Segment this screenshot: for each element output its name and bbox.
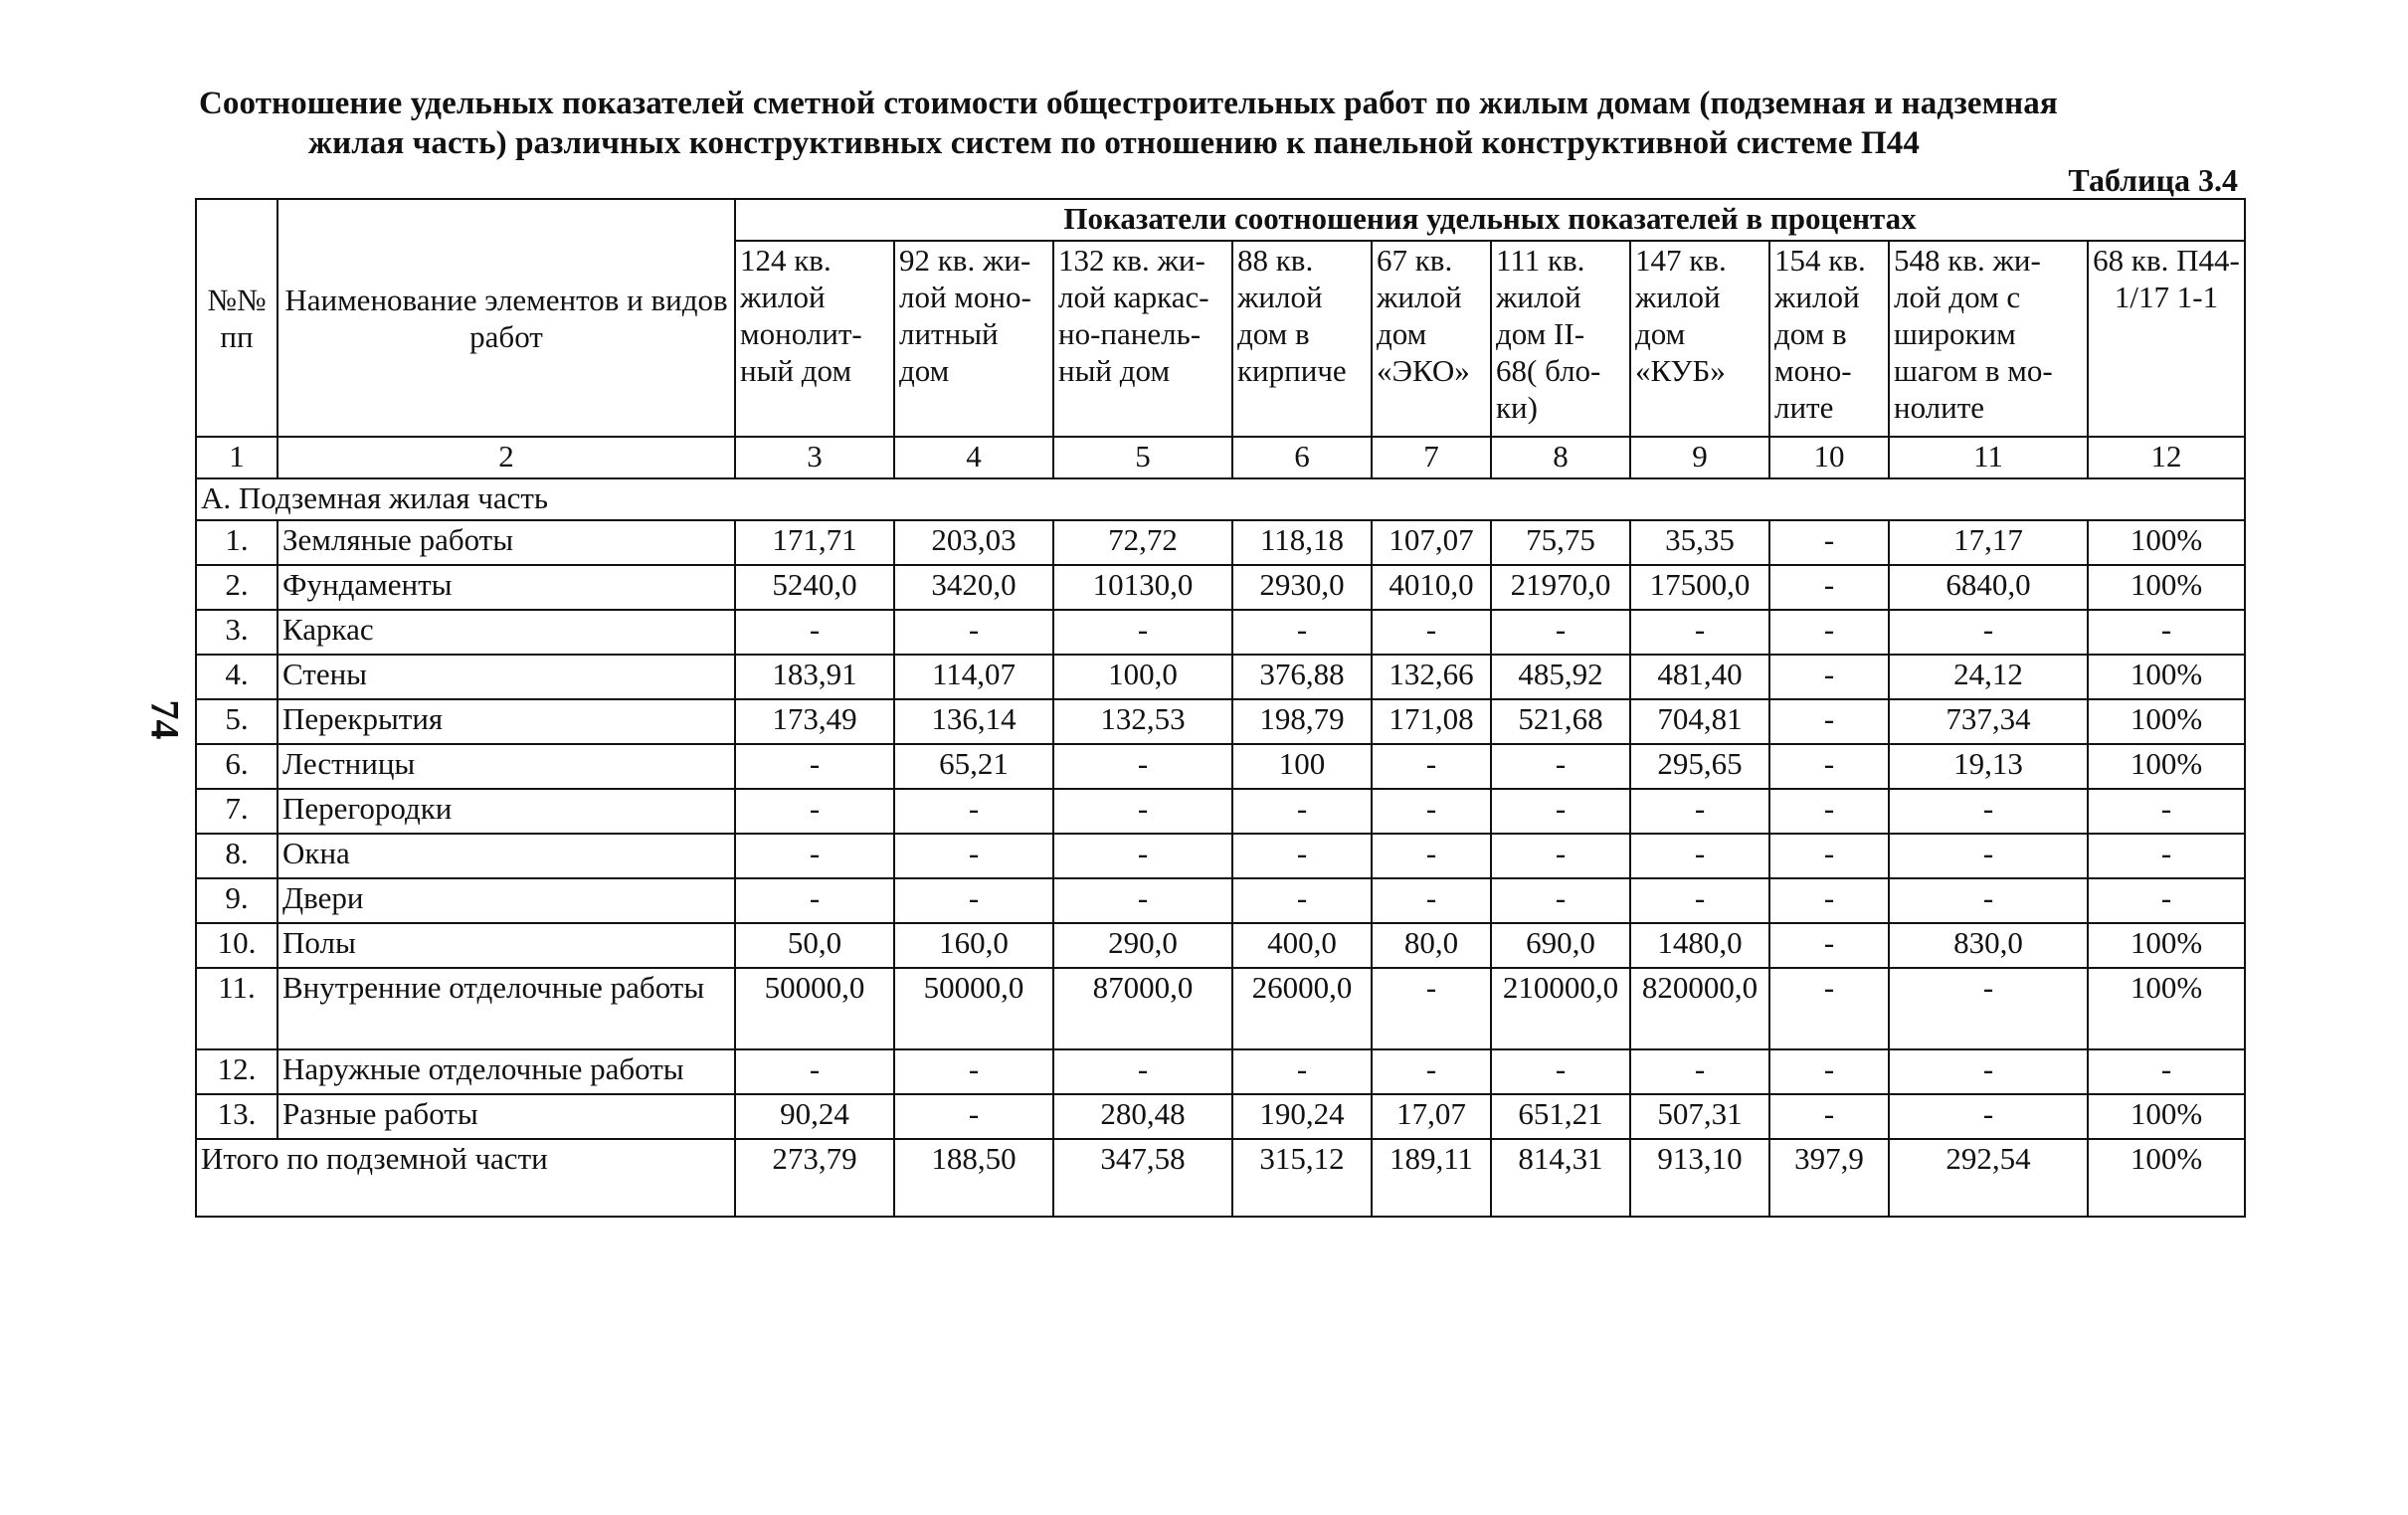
row-value: - [1630, 1049, 1769, 1094]
section-title: А. Подземная жилая часть [196, 478, 2245, 520]
row-value: 295,65 [1630, 744, 1769, 789]
row-value: 6840,0 [1889, 565, 2088, 610]
column-number-row [196, 437, 2245, 478]
table-label: Таблица 3.4 [2068, 162, 2238, 198]
total-value: 292,54 [1889, 1139, 2088, 1217]
row-value: 17,07 [1372, 1094, 1491, 1139]
total-value: 315,12 [1232, 1139, 1372, 1217]
row-value: - [1372, 834, 1491, 878]
table-row [196, 923, 2245, 968]
header-column: 67 кв. жилой дом «ЭКО» [1372, 241, 1491, 437]
row-value: 136,14 [894, 699, 1053, 744]
table-row [196, 968, 2245, 1049]
total-row [196, 1139, 2245, 1217]
row-value: 198,79 [1232, 699, 1372, 744]
row-name: Окна [278, 834, 735, 878]
caption-line-2: жилая часть) различных конструктивных систем по отношению к панельной конструктивной системе П44 [308, 125, 1920, 161]
column-number: 9 [1630, 437, 1769, 478]
header-column: 154 кв. жилой дом в моно-лите [1769, 241, 1889, 437]
row-value: 19,13 [1889, 744, 2088, 789]
row-value: - [1053, 610, 1232, 655]
row-value: 3420,0 [894, 565, 1053, 610]
table-row [196, 1049, 2245, 1094]
row-value: - [1630, 610, 1769, 655]
row-value: - [735, 834, 894, 878]
row-value: - [1232, 1049, 1372, 1094]
row-value: 114,07 [894, 655, 1053, 699]
header-column: 88 кв. жилой дом в кирпиче [1232, 241, 1372, 437]
row-value: - [1372, 968, 1491, 1049]
row-value: - [1491, 834, 1630, 878]
table-row [196, 610, 2245, 655]
row-value: 704,81 [1630, 699, 1769, 744]
caption-line-1: Соотношение удельных показателей сметной стоимости общестроительных работ по жилым домам (подземная и надземная [199, 86, 2058, 121]
row-value: 100% [2088, 565, 2245, 610]
row-value: 4010,0 [1372, 565, 1491, 610]
row-value: - [1491, 610, 1630, 655]
cost-ratio-table [195, 198, 2246, 1218]
row-value: 100,0 [1053, 655, 1232, 699]
row-value: - [1889, 968, 2088, 1049]
row-value: - [1372, 610, 1491, 655]
row-value: 100% [2088, 968, 2245, 1049]
row-name: Лестницы [278, 744, 735, 789]
row-value: 2930,0 [1232, 565, 1372, 610]
row-value: - [1232, 789, 1372, 834]
column-number: 3 [735, 437, 894, 478]
row-value: - [894, 789, 1053, 834]
row-value: - [2088, 610, 2245, 655]
row-value: - [1630, 878, 1769, 923]
table-row [196, 565, 2245, 610]
header-column: 92 кв. жи-лой моно-литный дом [894, 241, 1053, 437]
row-value: 485,92 [1491, 655, 1630, 699]
row-value: 75,75 [1491, 520, 1630, 565]
row-value: - [735, 878, 894, 923]
row-value: - [1769, 565, 1889, 610]
row-value: 651,21 [1491, 1094, 1630, 1139]
row-value: - [1372, 789, 1491, 834]
row-name: Наружные отделочные работы [278, 1049, 735, 1094]
table-row [196, 520, 2245, 565]
header-column: 124 кв. жилой монолит-ный дом [735, 241, 894, 437]
row-value: - [1491, 1049, 1630, 1094]
column-number: 11 [1889, 437, 2088, 478]
row-value: - [894, 834, 1053, 878]
row-value: - [735, 610, 894, 655]
row-value: - [1491, 789, 1630, 834]
row-value: - [1372, 1049, 1491, 1094]
table-row [196, 1094, 2245, 1139]
row-number: 1. [196, 520, 278, 565]
row-value: 5240,0 [735, 565, 894, 610]
header-column: 147 кв. жилой дом «КУБ» [1630, 241, 1769, 437]
row-value: 100% [2088, 520, 2245, 565]
row-value: - [1053, 834, 1232, 878]
header-column: 111 кв. жилой дом II-68( бло-ки) [1491, 241, 1630, 437]
row-value: 10130,0 [1053, 565, 1232, 610]
row-value: - [894, 878, 1053, 923]
row-value: - [1889, 610, 2088, 655]
row-value: 171,08 [1372, 699, 1491, 744]
row-value: 21970,0 [1491, 565, 1630, 610]
column-number: 8 [1491, 437, 1630, 478]
row-value: - [1232, 610, 1372, 655]
row-value: 50,0 [735, 923, 894, 968]
row-value: 737,34 [1889, 699, 2088, 744]
row-value: - [1491, 744, 1630, 789]
row-value: 280,48 [1053, 1094, 1232, 1139]
row-value: - [1769, 789, 1889, 834]
column-number: 10 [1769, 437, 1889, 478]
row-value: 107,07 [1372, 520, 1491, 565]
row-value: - [735, 1049, 894, 1094]
row-value: 820000,0 [1630, 968, 1769, 1049]
row-value: - [1769, 923, 1889, 968]
section-row [196, 478, 2245, 520]
row-name: Полы [278, 923, 735, 968]
row-value: - [2088, 834, 2245, 878]
row-value: - [1053, 878, 1232, 923]
row-value: 17500,0 [1630, 565, 1769, 610]
row-name: Земляные работы [278, 520, 735, 565]
row-value: 100% [2088, 923, 2245, 968]
row-number: 2. [196, 565, 278, 610]
row-value: 100 [1232, 744, 1372, 789]
row-value: - [1372, 744, 1491, 789]
row-value: 90,24 [735, 1094, 894, 1139]
row-name: Стены [278, 655, 735, 699]
row-value: - [1769, 968, 1889, 1049]
row-value: - [1769, 744, 1889, 789]
row-value: 171,71 [735, 520, 894, 565]
row-value: 173,49 [735, 699, 894, 744]
row-value: - [735, 789, 894, 834]
column-number: 6 [1232, 437, 1372, 478]
row-value: 35,35 [1630, 520, 1769, 565]
row-number: 8. [196, 834, 278, 878]
row-value: - [894, 1094, 1053, 1139]
row-value: - [1769, 1094, 1889, 1139]
row-value: - [1769, 834, 1889, 878]
table-row [196, 655, 2245, 699]
row-number: 11. [196, 968, 278, 1049]
row-number: 5. [196, 699, 278, 744]
row-value: 100% [2088, 1094, 2245, 1139]
header-row-group [196, 199, 2245, 241]
row-value: 160,0 [894, 923, 1053, 968]
table-row [196, 878, 2245, 923]
total-value: 189,11 [1372, 1139, 1491, 1217]
row-value: - [1769, 520, 1889, 565]
total-value: 100% [2088, 1139, 2245, 1217]
table-row [196, 834, 2245, 878]
row-value: 87000,0 [1053, 968, 1232, 1049]
row-value: 830,0 [1889, 923, 2088, 968]
row-value: 72,72 [1053, 520, 1232, 565]
row-value: - [1889, 789, 2088, 834]
header-group: Показатели соотношения удельных показателей в процентах [735, 199, 2245, 241]
row-value: 132,66 [1372, 655, 1491, 699]
row-name: Каркас [278, 610, 735, 655]
column-number: 5 [1053, 437, 1232, 478]
row-value: - [1053, 789, 1232, 834]
row-value: - [1372, 878, 1491, 923]
total-value: 188,50 [894, 1139, 1053, 1217]
row-value: 50000,0 [735, 968, 894, 1049]
row-value: 190,24 [1232, 1094, 1372, 1139]
row-value: 26000,0 [1232, 968, 1372, 1049]
total-value: 814,31 [1491, 1139, 1630, 1217]
row-value: 80,0 [1372, 923, 1491, 968]
row-value: 203,03 [894, 520, 1053, 565]
table-row [196, 744, 2245, 789]
page-number: 74 [142, 699, 188, 740]
total-value: 913,10 [1630, 1139, 1769, 1217]
row-value: - [1769, 878, 1889, 923]
row-value: - [1053, 1049, 1232, 1094]
row-number: 12. [196, 1049, 278, 1094]
row-name: Внутренние отделочные работы [278, 968, 735, 1049]
row-name: Разные работы [278, 1094, 735, 1139]
row-name: Перекрытия [278, 699, 735, 744]
row-value: 1480,0 [1630, 923, 1769, 968]
row-value: 481,40 [1630, 655, 1769, 699]
row-value: - [1889, 878, 2088, 923]
row-name: Двери [278, 878, 735, 923]
row-value: - [2088, 878, 2245, 923]
row-number: 10. [196, 923, 278, 968]
row-value: - [1769, 1049, 1889, 1094]
row-value: - [1630, 789, 1769, 834]
row-value: 100% [2088, 699, 2245, 744]
row-value: - [1889, 1094, 2088, 1139]
row-number: 4. [196, 655, 278, 699]
header-column: 68 кв. П44-1/17 1-1 [2088, 241, 2245, 437]
row-value: 183,91 [735, 655, 894, 699]
row-value: - [1491, 878, 1630, 923]
total-value: 273,79 [735, 1139, 894, 1217]
row-value: - [894, 1049, 1053, 1094]
row-value: 132,53 [1053, 699, 1232, 744]
row-value: 290,0 [1053, 923, 1232, 968]
row-value: - [894, 610, 1053, 655]
row-value: 400,0 [1232, 923, 1372, 968]
row-number: 3. [196, 610, 278, 655]
header-column: 548 кв. жи-лой дом с широким шагом в мо-нолите [1889, 241, 2088, 437]
row-value: - [1053, 744, 1232, 789]
row-value: 690,0 [1491, 923, 1630, 968]
row-number: 9. [196, 878, 278, 923]
row-value: 24,12 [1889, 655, 2088, 699]
row-value: - [2088, 1049, 2245, 1094]
row-value: - [1769, 610, 1889, 655]
total-value: 397,9 [1769, 1139, 1889, 1217]
table-caption [199, 84, 2058, 163]
row-value: 521,68 [1491, 699, 1630, 744]
table-row [196, 699, 2245, 744]
row-value: 100% [2088, 744, 2245, 789]
row-value: - [735, 744, 894, 789]
row-name: Перегородки [278, 789, 735, 834]
row-value: 50000,0 [894, 968, 1053, 1049]
row-value: 118,18 [1232, 520, 1372, 565]
column-number: 7 [1372, 437, 1491, 478]
table-row [196, 789, 2245, 834]
column-number: 1 [196, 437, 278, 478]
row-value: - [1232, 834, 1372, 878]
row-value: - [1889, 1049, 2088, 1094]
column-number: 12 [2088, 437, 2245, 478]
header-num: №№ пп [196, 199, 278, 437]
row-value: - [1630, 834, 1769, 878]
row-value: 65,21 [894, 744, 1053, 789]
row-name: Фундаменты [278, 565, 735, 610]
total-value: 347,58 [1053, 1139, 1232, 1217]
column-number: 4 [894, 437, 1053, 478]
row-number: 7. [196, 789, 278, 834]
header-name: Наименование элементов и видов работ [278, 199, 735, 437]
header-column: 132 кв. жи-лой каркас-но-панель-ный дом [1053, 241, 1232, 437]
row-value: 507,31 [1630, 1094, 1769, 1139]
column-number: 2 [278, 437, 735, 478]
total-label: Итого по подземной части [196, 1139, 735, 1217]
row-value: - [2088, 789, 2245, 834]
row-value: 376,88 [1232, 655, 1372, 699]
row-value: 100% [2088, 655, 2245, 699]
row-value: - [1769, 699, 1889, 744]
row-value: - [1889, 834, 2088, 878]
row-value: - [1769, 655, 1889, 699]
row-number: 13. [196, 1094, 278, 1139]
row-value: 210000,0 [1491, 968, 1630, 1049]
row-number: 6. [196, 744, 278, 789]
row-value: 17,17 [1889, 520, 2088, 565]
row-value: - [1232, 878, 1372, 923]
